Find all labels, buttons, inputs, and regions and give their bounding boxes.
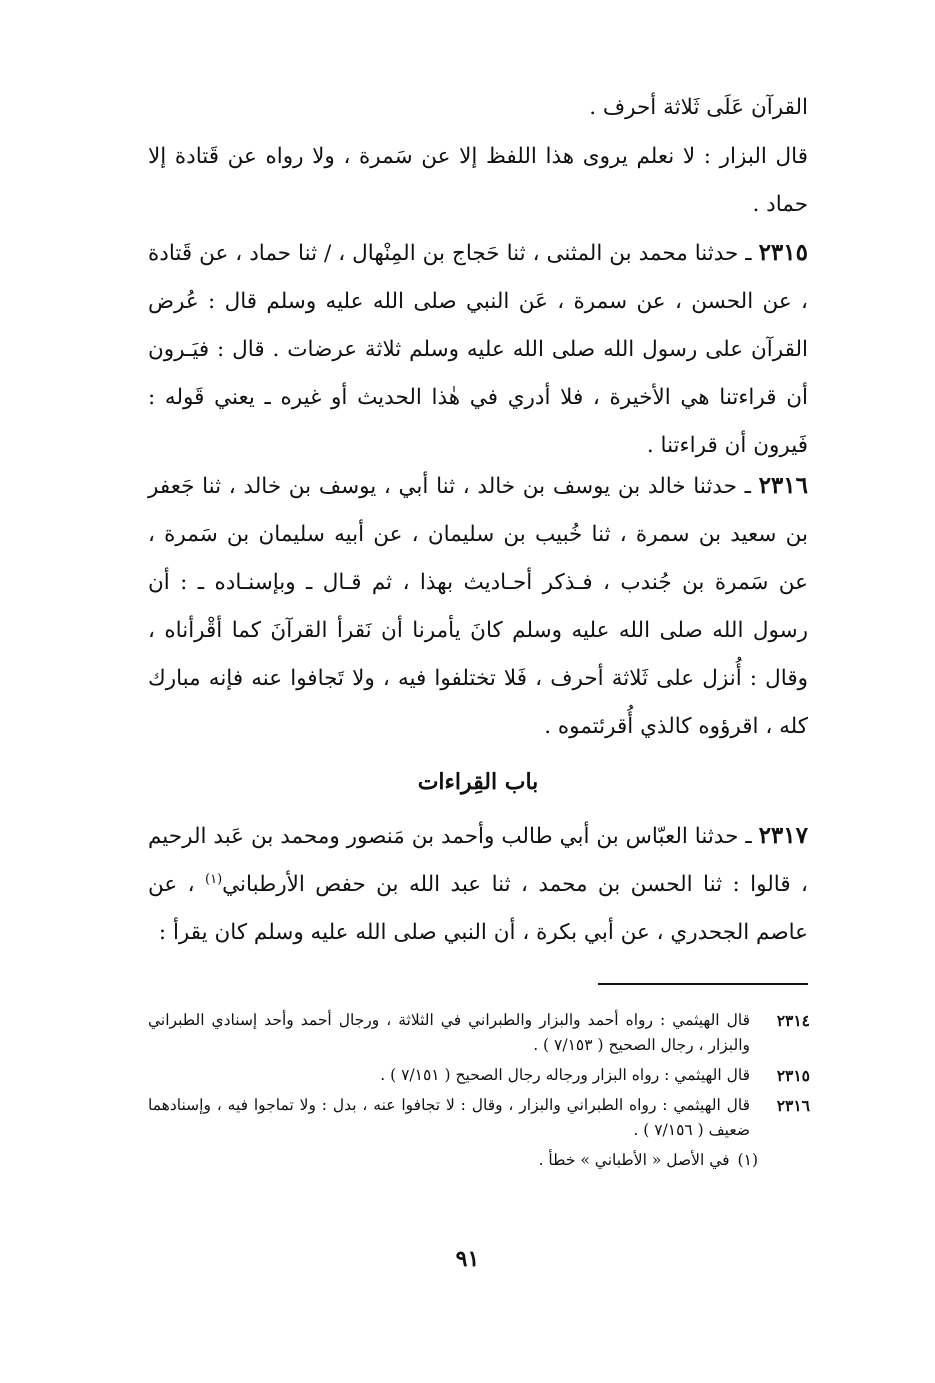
footnote-number: ٢٣١٥ — [776, 1066, 810, 1085]
footnote-text: قال الهيثمي : رواه أحمد والبزار والطبراني في الثلاثة ، ورجال أحمد وأحد إسنادي الطبراني والبزار ، رجال الصحيح ( ٧/١٥٣ ) . — [148, 1011, 750, 1054]
hadith-number: ٢٣١٦ — [758, 472, 808, 499]
section-heading: باب القِراءات — [417, 769, 539, 795]
hadith-2317-paragraph — [148, 812, 808, 957]
hadith-text: ـ حدثنا محمد بن المثنى ، ثنا حَجاج بن المِنْهال ، / ثنا حماد ، عن قَتادة ، عن الحسن ، عن سمرة ، عَن النبي صلى الله عليه وسلم قال : عُرض القرآن على رسول الله صلى الله عليه وسلم ثلاثة عرضات . قال : فيَـرون أن قراءتنا هي الأخيرة ، فلا أدري في هٰذا الحديث أو غيره ـ يعني قَوله : فَيرون أن قراءتنا . — [148, 241, 808, 458]
hadith-text-part-1: ـ حدثنا العبّاس بن أبي طالب وأحمد بن مَنصور ومحمد بن عَبد الرحيم ، قالوا : ثنا الحسن بن محمد ، ثنا عبد الله بن حفص الأرطباني — [148, 824, 808, 897]
hadith-2315-paragraph — [148, 229, 808, 470]
bazzar-note-paragraph — [148, 133, 808, 229]
hadith-2316 — [148, 462, 808, 751]
hadith-text: ـ حدثنا خالد بن يوسف بن خالد ، ثنا أبي ، يوسف بن خالد ، ثنا جَعفر بن سعيد بن سمرة ، ثنا خُبيب بن سليمان ، عن أبيه سليمان بن سَمرة ، عن سَمرة بن جُندب ، فـذكر أحـاديث بهذا ، ثم قـال ـ وبإسنـاده ـ : أن رسول الله صلى الله عليه وسلم كانَ يأمرنا أن نَقرأ القرآنَ كما أقْرأناه ، وقال : أُنزل على ثَلاثة أحرف ، فَلا تختلفوا فيه ، ولا تَجافوا عنه فإنه مبارك كله ، اقرؤوه كالذي أُقرئتموه . — [148, 474, 808, 739]
footnote-text: قال الهيثمي : رواه الطبراني والبزار ، وقال : لا تجافوا عنه ، بدل : ولا تماجوا فيه ، وإسنادهما ضعيف ( ٧/١٥٦ ) . — [148, 1096, 750, 1139]
footnote-reference: (١) — [205, 871, 223, 887]
intro-line — [148, 84, 808, 132]
hadith-number: ٢٣١٧ — [758, 822, 808, 849]
hadith-number: ٢٣١٥ — [758, 239, 808, 266]
footnote-number: ٢٣١٤ — [776, 1011, 810, 1030]
intro-line-text: القرآن عَلَى ثَلاثة أحرف . — [589, 95, 808, 120]
hadith-2316-paragraph — [148, 462, 808, 751]
footnote-number: ٢٣١٦ — [776, 1096, 810, 1115]
footnote-1 — [148, 1148, 810, 1173]
hadith-2317 — [148, 812, 808, 957]
footnote-2316 — [148, 1093, 810, 1143]
footnote-marker: (١) — [737, 1151, 758, 1169]
footnote-2315 — [148, 1063, 810, 1088]
page-number: ٩١ — [455, 1246, 480, 1272]
footnote-divider — [598, 983, 808, 985]
bazzar-note-text: قال البزار : لا نعلم يروى هذا اللفظ إلا عن سَمرة ، ولا رواه عن قَتادة إلا حماد . — [148, 144, 808, 217]
footnote-text: قال الهيثمي : رواه البزار ورجاله رجال الصحيح ( ٧/١٥١ ) . — [380, 1066, 750, 1084]
footnote-marker-text: في الأصل « الأطباني » خطأ . — [538, 1151, 730, 1169]
hadith-2315 — [148, 229, 808, 470]
footnotes — [148, 1008, 810, 1173]
footnote-2314 — [148, 1008, 810, 1058]
hadith-text-part-2: ، عن عاصم الجحدري ، عن أبي بكرة ، أن النبي صلى الله عليه وسلم كان يقرأ : — [148, 872, 808, 945]
